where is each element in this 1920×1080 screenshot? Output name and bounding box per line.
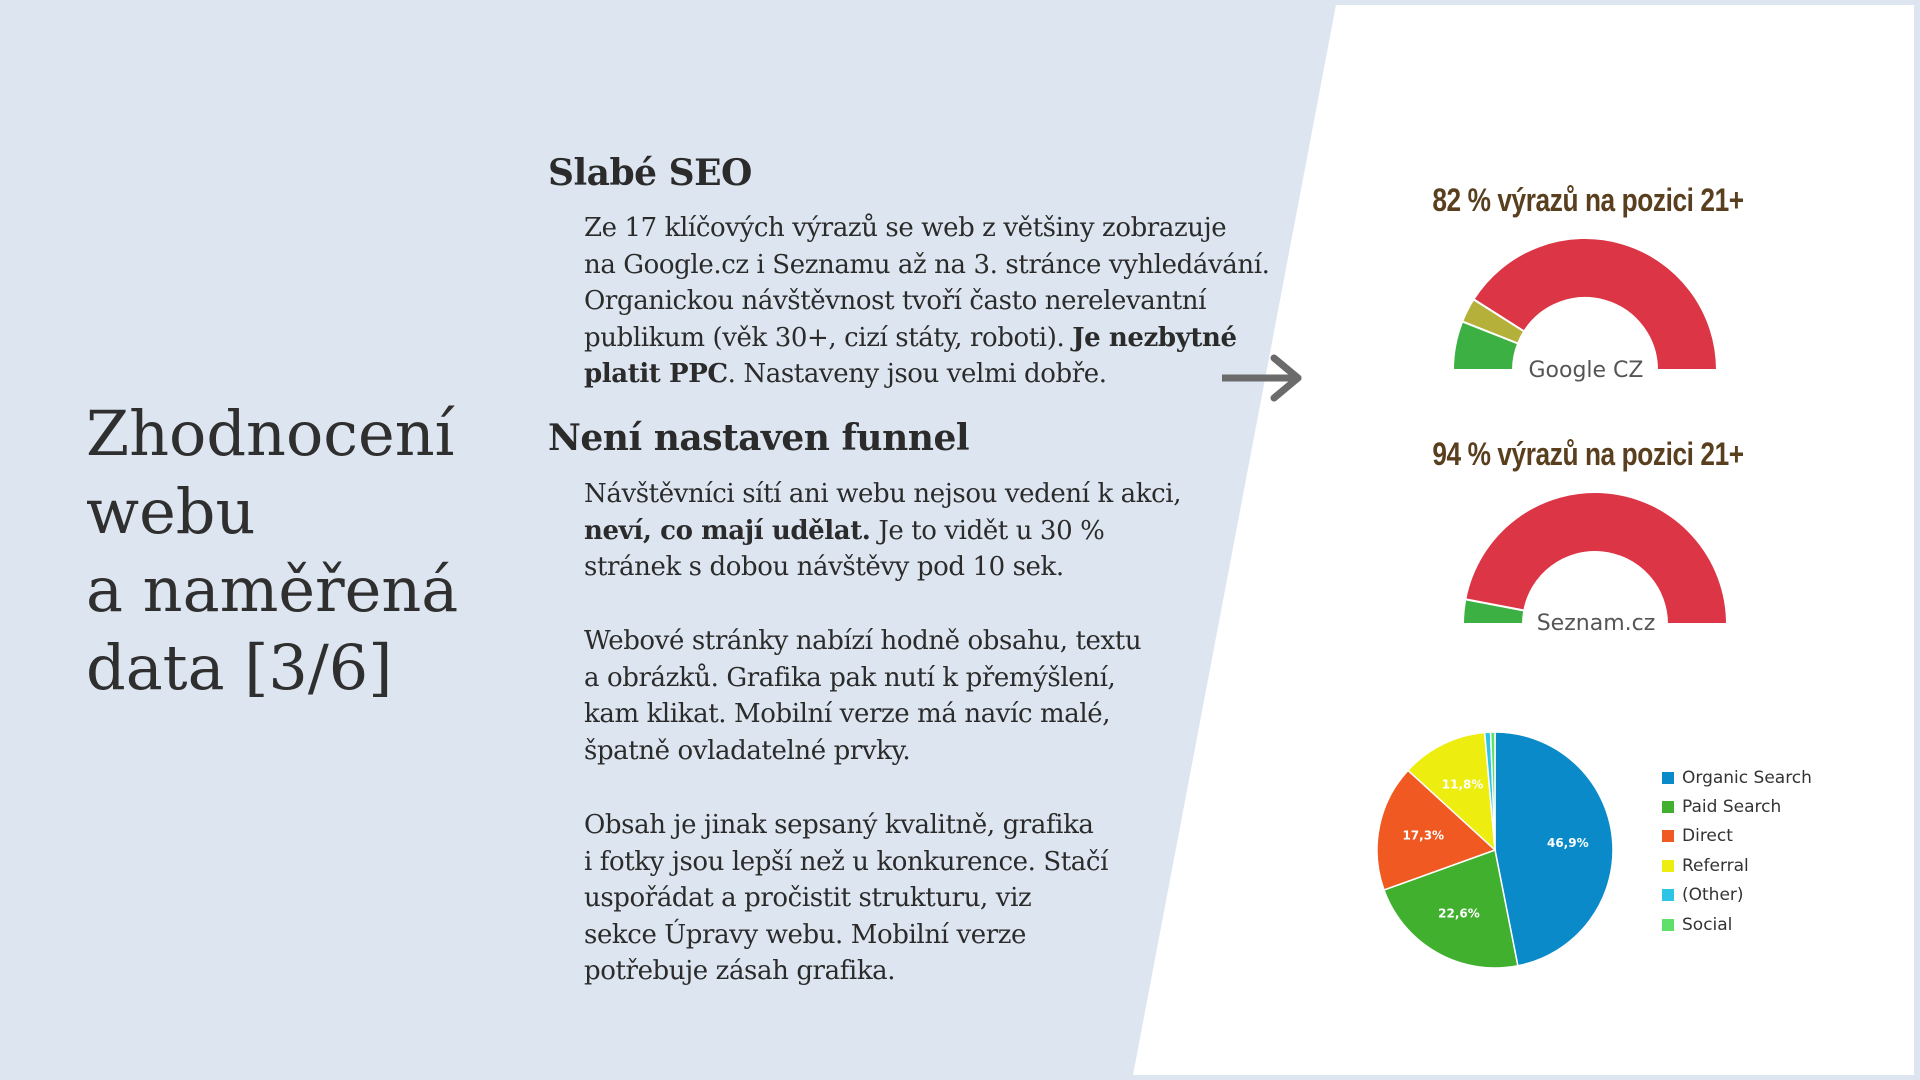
pie-slice-label: 46,9% (1546, 835, 1589, 850)
text-line (584, 513, 1181, 550)
text-line: špatně ovladatelné prvky. (584, 735, 911, 766)
legend-label: Direct (1682, 826, 1733, 847)
slide-title-line: data [3/6] (86, 631, 393, 704)
gauge-google-chart (1440, 230, 1730, 378)
seo-heading: Slabé SEO (548, 152, 752, 194)
funnel-heading: Není nastaven funnel (548, 417, 970, 459)
pie-slice-label: 17,3% (1402, 828, 1445, 843)
legend-swatch (1662, 860, 1674, 872)
text-run: . Nastaveny jsou velmi dobře. (727, 359, 1107, 390)
funnel-paragraph-2 (584, 623, 1141, 769)
legend-item (1662, 792, 1812, 821)
seo-paragraph (584, 210, 1270, 393)
text-line: i fotky jsou lepší než u konkurence. Stačí (584, 846, 1108, 877)
text-run-bold: Je nezbytné (1072, 322, 1237, 353)
legend-label: Referral (1682, 855, 1749, 876)
slide-title-line: webu (86, 475, 256, 548)
text-line: kam klikat. Mobilní verze má navíc malé, (584, 699, 1111, 730)
gauge-seznam-label: Seznam.cz (1536, 611, 1656, 636)
legend-swatch (1662, 919, 1674, 931)
gauge-segment-red (1465, 492, 1727, 624)
pie-legend (1662, 763, 1812, 939)
funnel-paragraph-3 (584, 807, 1108, 990)
gauge-google-title: 82 % výrazů na pozici 21+ (1432, 182, 1744, 218)
legend-item (1662, 851, 1812, 880)
traffic-pie-chart (1370, 725, 1620, 975)
text-line: Webové stránky nabízí hodně obsahu, textu (584, 626, 1142, 656)
legend-swatch (1662, 801, 1674, 813)
slide-title (86, 395, 506, 707)
pie-slice-label: 11,8% (1441, 777, 1484, 792)
arrow-right-icon (1222, 354, 1304, 402)
text-line (584, 356, 1270, 393)
legend-item (1662, 763, 1812, 792)
text-line: Ze 17 klíčových výrazů se web z většiny zobrazuje (584, 213, 1227, 243)
text-run-bold: platit PPC (584, 359, 728, 390)
text-line (584, 320, 1270, 357)
text-run: publikum (věk 30+, cizí státy, roboti). (584, 322, 1073, 353)
legend-item (1662, 881, 1812, 910)
slide-title-line: a naměřená (86, 553, 459, 626)
slide-title-line: Zhodnocení (86, 397, 455, 470)
legend-label: Social (1682, 914, 1733, 935)
text-line: na Google.cz i Seznamu až na 3. stránce vyhledávání. (584, 249, 1270, 280)
legend-label: Paid Search (1682, 797, 1782, 818)
legend-item (1662, 910, 1812, 939)
legend-label: Organic Search (1682, 767, 1812, 788)
legend-item (1662, 822, 1812, 851)
text-line: sekce Úpravy webu. Mobilní verze (584, 919, 1027, 950)
gauge-seznam-title: 94 % výrazů na pozici 21+ (1432, 436, 1744, 472)
pie-slice-label: 22,6% (1438, 906, 1480, 921)
legend-swatch (1662, 830, 1674, 842)
legend-swatch (1662, 772, 1674, 784)
legend-swatch (1662, 889, 1674, 901)
legend-label: (Other) (1682, 885, 1744, 906)
funnel-paragraph-1 (584, 476, 1181, 586)
text-line: Organickou návštěvnost tvoří často nerelevantní (584, 286, 1207, 317)
text-line: a obrázků. Grafika pak nutí k přemýšlení, (584, 662, 1116, 693)
gauge-google-label: Google CZ (1528, 358, 1644, 383)
gauge-seznam-chart (1450, 484, 1740, 632)
text-line: stránek s dobou návštěvy pod 10 sek. (584, 552, 1064, 583)
text-line: Návštěvníci sítí ani webu nejsou vedení k akci, (584, 479, 1182, 509)
text-line: uspořádat a pročistit strukturu, viz (584, 883, 1032, 914)
text-run-bold: neví, co mají udělat. (584, 515, 871, 546)
text-run: Je to vidět u 30 % (870, 515, 1105, 546)
text-line: Obsah je jinak sepsaný kvalitně, grafika (584, 810, 1094, 840)
text-line: potřebuje zásah grafika. (584, 956, 896, 987)
